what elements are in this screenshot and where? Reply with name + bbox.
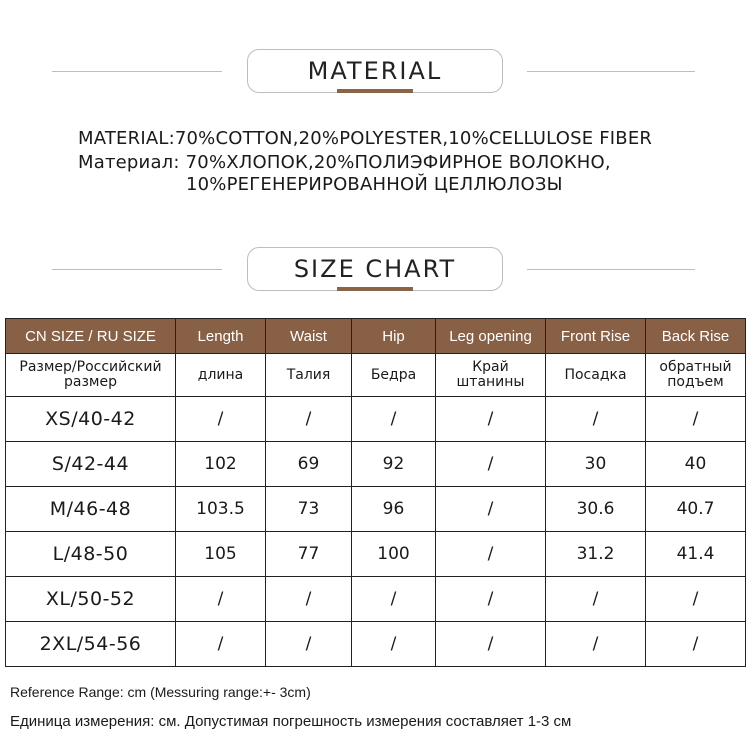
reference-range-note: Reference Range: cm (Messuring range:+- 3cm) (10, 684, 311, 700)
column-subheader (546, 354, 646, 397)
column-subheader (436, 354, 546, 397)
measurement-cell: / (546, 577, 646, 622)
column-header: Front Rise (546, 319, 646, 354)
measurement-cell: 102 (176, 442, 266, 487)
size-label-cell: XL/50-52 (6, 577, 176, 622)
divider-left (52, 269, 222, 270)
subheader-line: штанины (456, 374, 525, 390)
measurement-cell: / (436, 622, 546, 667)
subheader-line: Талия (286, 366, 331, 383)
column-subheader (646, 354, 746, 397)
measurement-cell: 69 (266, 442, 352, 487)
measurement-cell: / (546, 622, 646, 667)
size-label-cell: 2XL/54-56 (6, 622, 176, 667)
material-description (78, 128, 652, 196)
measurement-cell: / (436, 577, 546, 622)
measurement-cell: 100 (352, 532, 436, 577)
material-ru-row-2 (78, 174, 652, 196)
measurement-cell: / (352, 577, 436, 622)
column-header: Hip (352, 319, 436, 354)
measurement-cell: / (266, 397, 352, 442)
subheader-line: обратный (659, 359, 732, 375)
column-subheader (6, 354, 176, 397)
measurement-cell: 77 (266, 532, 352, 577)
measurement-cell: 92 (352, 442, 436, 487)
table-subheader-row (6, 354, 746, 397)
measurement-cell: 40 (646, 442, 746, 487)
column-header: CN SIZE / RU SIZE (6, 319, 176, 354)
size-table (5, 318, 746, 667)
measurement-cell: / (266, 622, 352, 667)
size-label-cell: S/42-44 (6, 442, 176, 487)
column-header: Waist (266, 319, 352, 354)
size-chart-heading: SIZE CHART (247, 247, 503, 291)
column-header: Length (176, 319, 266, 354)
measurement-cell: / (352, 397, 436, 442)
measurement-cell: 31.2 (546, 532, 646, 577)
measurement-cell: 30 (546, 442, 646, 487)
size-label-cell: XS/40-42 (6, 397, 176, 442)
measurement-cell: 96 (352, 487, 436, 532)
subheader-line: Размер/Российский (19, 359, 162, 375)
material-en-row (78, 128, 652, 150)
table-header-row (6, 319, 746, 354)
measurement-cell: / (436, 532, 546, 577)
column-subheader (352, 354, 436, 397)
material-ru-label: Материал: (78, 152, 180, 173)
measurement-note-ru: Единица измерения: см. Допустимая погрешность измерения составляет 1-3 см (10, 713, 572, 730)
material-ru-row (78, 152, 652, 174)
table-row (6, 622, 746, 667)
size-label-cell: M/46-48 (6, 487, 176, 532)
material-en-value: 70%COTTON,20%POLYESTER,10%CELLULOSE FIBER (174, 128, 653, 149)
measurement-cell: / (546, 397, 646, 442)
size-label-cell: L/48-50 (6, 532, 176, 577)
subheader-line: размер (64, 374, 117, 390)
subheader-line: подъем (667, 374, 724, 390)
material-ru-value-line2: 10%РЕГЕНЕРИРОВАННОЙ ЦЕЛЛЮЛОЗЫ (186, 174, 563, 195)
column-subheader (176, 354, 266, 397)
measurement-cell: / (436, 442, 546, 487)
measurement-cell: 105 (176, 532, 266, 577)
column-header: Back Rise (646, 319, 746, 354)
divider-right (527, 71, 695, 72)
material-en-label: MATERIAL: (78, 128, 175, 149)
subheader-line: Посадка (564, 366, 627, 383)
table-row (6, 442, 746, 487)
measurement-cell: / (646, 397, 746, 442)
measurement-cell: / (436, 487, 546, 532)
subheader-line: длина (197, 366, 244, 383)
material-section-header (0, 49, 750, 95)
measurement-cell: / (176, 397, 266, 442)
size-chart-section-header (0, 247, 750, 293)
measurement-cell: 73 (266, 487, 352, 532)
table-row (6, 397, 746, 442)
divider-left (52, 71, 222, 72)
measurement-cell: / (646, 622, 746, 667)
measurement-cell: / (176, 622, 266, 667)
heading-underline (337, 89, 413, 93)
measurement-cell: / (436, 397, 546, 442)
material-heading: MATERIAL (247, 49, 503, 93)
column-header: Leg opening (436, 319, 546, 354)
measurement-cell: 103.5 (176, 487, 266, 532)
measurement-cell: 30.6 (546, 487, 646, 532)
table-row (6, 487, 746, 532)
measurement-cell: 40.7 (646, 487, 746, 532)
heading-underline (337, 287, 413, 291)
divider-right (527, 269, 695, 270)
table-row (6, 577, 746, 622)
table-row (6, 532, 746, 577)
measurement-cell: 41.4 (646, 532, 746, 577)
material-ru-value-line1: 70%ХЛОПОК,20%ПОЛИЭФИРНОЕ ВОЛОКНО, (185, 152, 611, 173)
subheader-line: Край (472, 359, 509, 375)
column-subheader (266, 354, 352, 397)
measurement-cell: / (646, 577, 746, 622)
measurement-cell: / (266, 577, 352, 622)
measurement-cell: / (176, 577, 266, 622)
subheader-line: Бедра (370, 366, 417, 383)
measurement-cell: / (352, 622, 436, 667)
